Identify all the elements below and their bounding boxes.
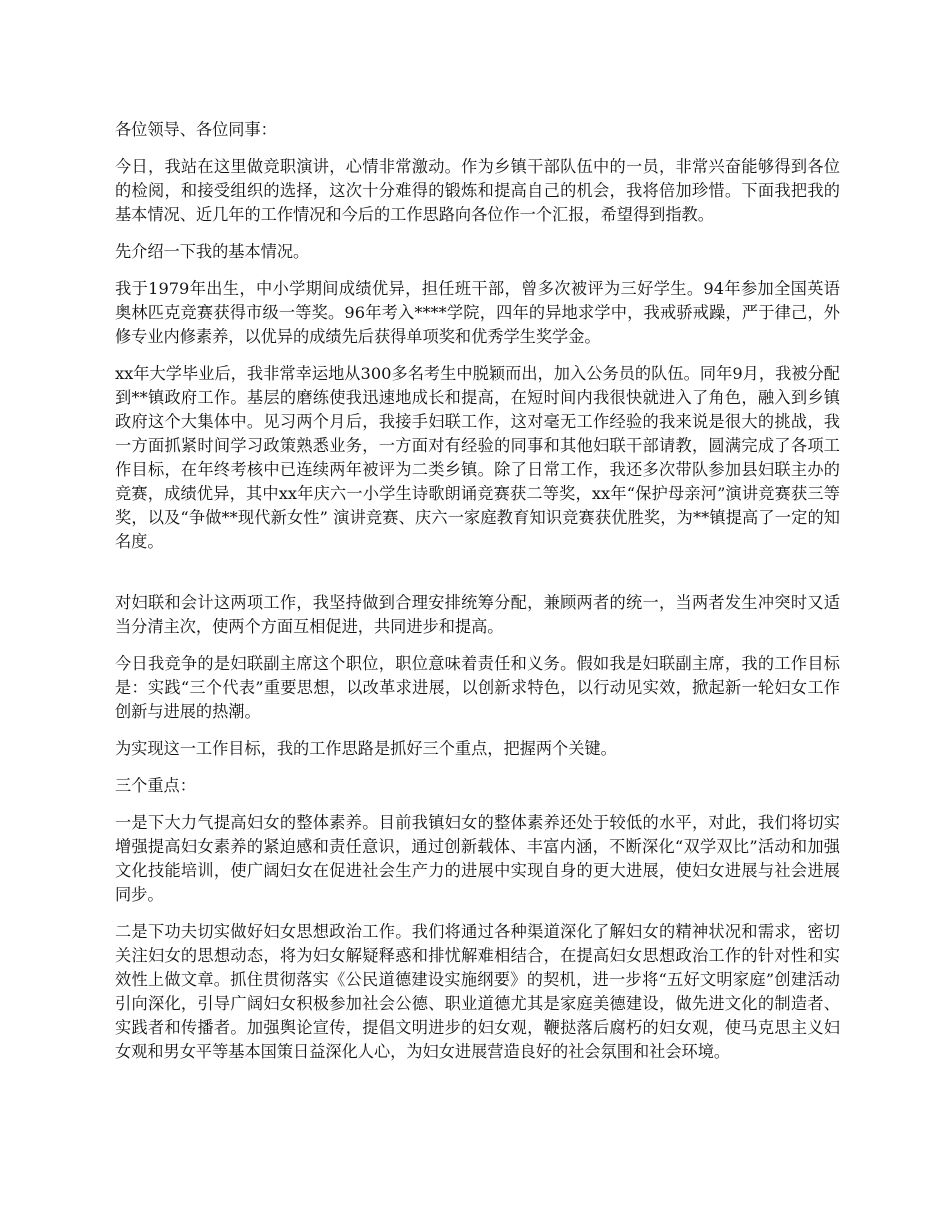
speech-body: [115, 118, 840, 1077]
paragraph-point-two: 二是下功夫切实做好妇女思想政治工作。我们将通过各种渠道深化了解妇女的精神状况和需求，密切关注妇女的思想动态，将为妇女解疑释惑和排忧解难相结合，在提高妇女思想政治工作的针对性和实效性上做文章。抓住贯彻落实《公民道德建设实施纲要》的契机，进一步将“五好文明家庭”创建活动引向深化，引导广阔妇女积极参加社会公德、职业道德尤其是家庭美德建设，做先进文化的制造者、实践者和传播者。加强舆论宣传，提倡文明进步的妇女观，鞭挞落后腐朽的妇女观，使马克思主义妇女观和男女平等基本国策日益深化人心，为妇女进展营造良好的社会氛围和社会环境。: [115, 922, 840, 1061]
paragraph-basic-heading: 先介绍一下我的基本情况。: [115, 242, 310, 261]
paragraph-approach: 为实现这一工作目标，我的工作思路是抓好三个重点，把握两个关键。: [115, 739, 617, 758]
paragraph-point-one: 一是下大力气提高妇女的整体素养。目前我镇妇女的整体素养还处于较低的水平，对此，我们将切实增强提高妇女素养的紧迫感和责任意识，通过创新载体、丰富内涵，不断深化“双学双比”活动和加强文化技能培训，使广阔妇女在促进社会生产力的进展中实现自身的更大进展，使妇女进展与社会进展同步。: [115, 813, 840, 904]
paragraph-three-points-heading: 三个重点：: [115, 776, 196, 795]
paragraph-education: 我于1979年出生，中小学期间成绩优异，担任班干部，曾多次被评为三好学生。94年参加全国英语奥林匹克竞赛获得市级一等奖。96年考入****学院，四年的异地求学中，我戒骄戒躁，严于律己，外修专业内修素养，以优异的成绩先后获得单项奖和优秀学生奖学金。: [115, 279, 840, 346]
paragraph-intro: 今日，我站在这里做竞职演讲，心情非常激动。作为乡镇干部队伍中的一员，非常兴奋能够得到各位的检阅，和接受组织的选择，这次十分难得的锻炼和提高自己的机会，我将倍加珍惜。下面我把我的基本情况、近几年的工作情况和今后的工作思路向各位作一个汇报，希望得到指教。: [115, 157, 840, 224]
paragraph-goal: 今日我竞争的是妇联副主席这个职位，职位意味着责任和义务。假如我是妇联副主席，我的工作目标是：实践“三个代表”重要思想，以改革求进展，以创新求特色，以行动见实效，掀起新一轮妇女工作创新与进展的热潮。: [115, 654, 840, 721]
paragraph-work-history: xx年大学毕业后，我非常幸运地从300多名考生中脱颖而出，加入公务员的队伍。同年9月，我被分配到**镇政府工作。基层的磨练使我迅速地成长和提高，在短时间内我很快就进入了角色，融入到乡镇政府这个大集体中。见习两个月后，我接手妇联工作，这对毫无工作经验的我来说是很大的挑战，我一方面抓紧时间学习政策熟悉业务，一方面对有经验的同事和其他妇联干部请教，圆满完成了各项工作目标，在年终考核中已连续两年被评为二类乡镇。除了日常工作，我还多次带队参加县妇联主办的竞赛，成绩优异，其中xx年庆六一小学生诗歌朗诵竞赛获二等奖，xx年“保护母亲河”演讲竞赛获三等奖，以及“争做**现代新女性” 演讲竞赛、庆六一家庭教育知识竞赛获优胜奖，为**镇提高了一定的知名度。: [115, 364, 840, 551]
salutation: 各位领导、各位同事：: [115, 120, 277, 139]
paragraph-dual-roles: 对妇联和会计这两项工作，我坚持做到合理安排统筹分配，兼顾两者的统一，当两者发生冲突时又适当分清主次，使两个方面互相促进，共同进步和提高。: [115, 593, 840, 636]
